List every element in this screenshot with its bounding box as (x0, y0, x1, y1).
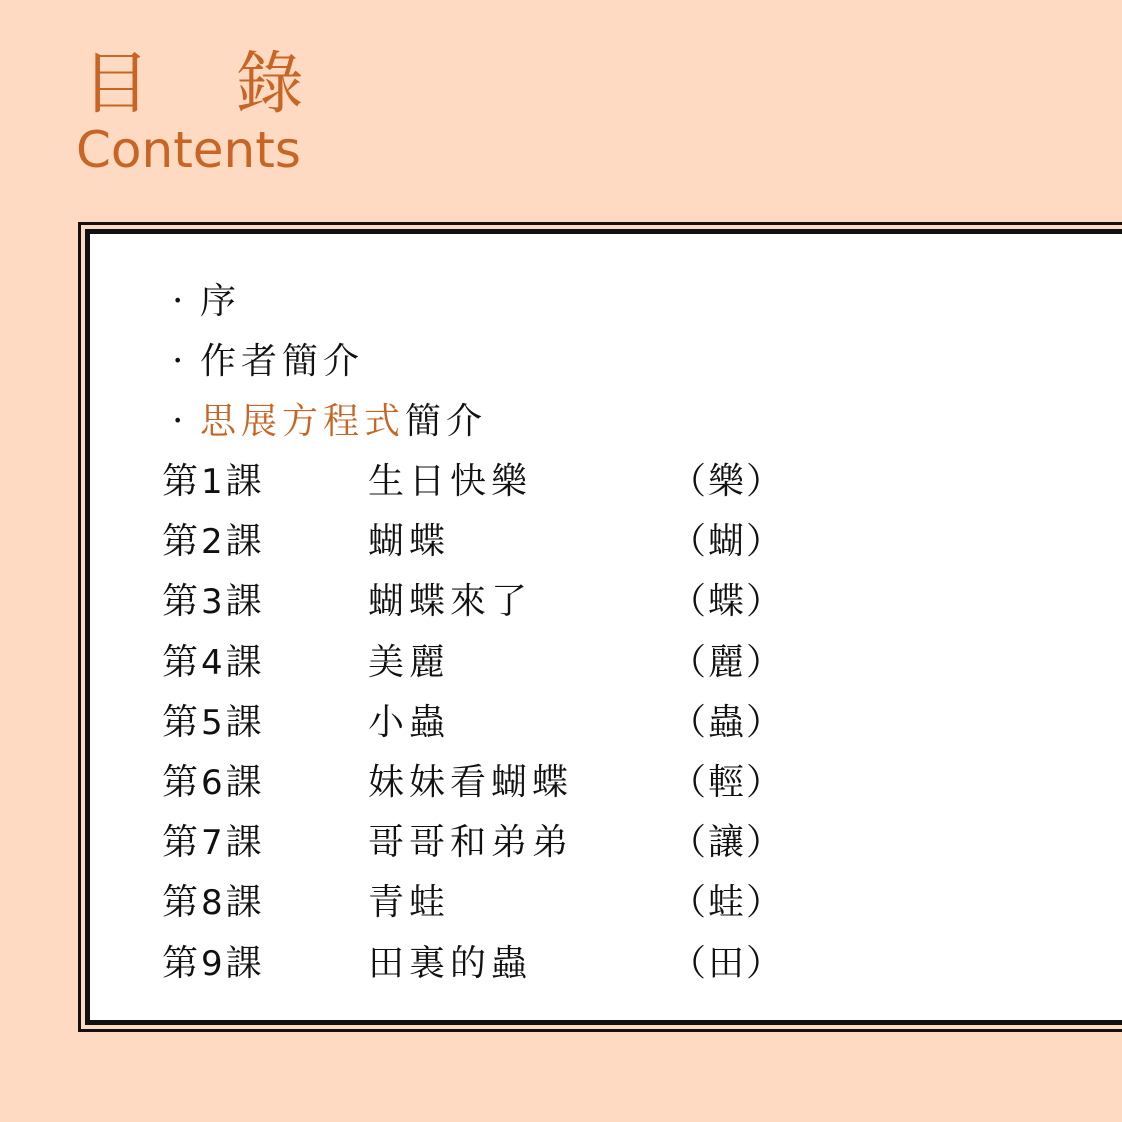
lesson-prefix: 第 (162, 822, 202, 864)
contents-list (162, 272, 785, 994)
lesson-number (162, 693, 265, 753)
lesson-row-6[interactable] (162, 753, 785, 813)
lesson-key-character: （田） (670, 942, 785, 984)
lesson-num-digit: 9 (201, 943, 226, 984)
lesson-row-2[interactable] (162, 512, 785, 572)
lesson-number (162, 873, 265, 933)
intro-item-accent: 思展方程式 (200, 401, 406, 442)
lesson-suffix: 課 (225, 822, 265, 864)
lesson-key-character: （蝶） (670, 581, 785, 623)
lesson-row-7[interactable] (162, 813, 785, 873)
lesson-prefix: 第 (162, 701, 202, 743)
lesson-num-digit: 2 (201, 522, 226, 563)
lesson-number (162, 633, 265, 693)
lesson-title: 田裏的蟲 (368, 942, 533, 984)
contents-panel (85, 229, 1122, 1025)
lesson-num-digit: 4 (201, 642, 226, 683)
lesson-key-character: （蟲） (670, 701, 785, 743)
lesson-row-1[interactable] (162, 452, 785, 512)
bullet-icon: · (172, 401, 184, 442)
lesson-key-character: （蛙） (670, 882, 785, 924)
lesson-title: 生日快樂 (368, 461, 533, 502)
lesson-number (162, 452, 265, 512)
page-title-chinese: 目 錄 (82, 45, 336, 124)
lesson-row-9[interactable] (162, 934, 785, 994)
lesson-suffix: 課 (225, 942, 265, 984)
lesson-title: 小蟲 (368, 701, 451, 743)
intro-item-label: 序 (200, 281, 242, 322)
lesson-title: 青蛙 (368, 882, 451, 924)
lesson-num-digit: 8 (201, 883, 226, 924)
intro-item-method[interactable] (162, 392, 487, 452)
lesson-prefix: 第 (162, 461, 202, 502)
lesson-suffix: 課 (225, 521, 265, 563)
lesson-key-character: （麗） (670, 641, 785, 683)
contents-frame (78, 222, 1122, 1032)
lesson-key-character: （輕） (670, 761, 785, 803)
lesson-num-digit: 6 (201, 762, 226, 803)
lesson-row-5[interactable] (162, 693, 785, 753)
lesson-title: 美麗 (368, 641, 451, 683)
intro-item-label: 作者簡介 (200, 341, 365, 382)
lesson-title: 哥哥和弟弟 (368, 822, 574, 864)
lesson-number (162, 934, 265, 994)
lesson-num-digit: 5 (201, 702, 226, 743)
lesson-row-4[interactable] (162, 633, 785, 693)
lesson-number (162, 813, 265, 873)
page-heading (76, 44, 336, 178)
lesson-title: 妹妹看蝴蝶 (368, 761, 574, 803)
lesson-prefix: 第 (162, 942, 202, 984)
lesson-prefix: 第 (162, 761, 202, 803)
lesson-key-character: （樂） (670, 461, 785, 502)
lesson-prefix: 第 (162, 882, 202, 924)
bullet-icon: · (172, 341, 184, 382)
lesson-num-digit: 1 (201, 462, 226, 502)
intro-item-preface[interactable] (162, 272, 487, 332)
lesson-suffix: 課 (225, 641, 265, 683)
lesson-num-digit: 7 (201, 823, 226, 864)
lesson-prefix: 第 (162, 581, 202, 623)
lesson-key-character: （蝴） (670, 521, 785, 563)
bullet-icon: · (172, 281, 184, 322)
lesson-number (162, 512, 265, 572)
lesson-prefix: 第 (162, 521, 202, 563)
lesson-row-3[interactable] (162, 572, 785, 632)
lesson-title: 蝴蝶 (368, 521, 451, 563)
lesson-suffix: 課 (225, 701, 265, 743)
intro-item-author[interactable] (162, 332, 487, 392)
lesson-suffix: 課 (225, 461, 265, 502)
lesson-key-character: （讓） (670, 822, 785, 864)
page-title-english: Contents (76, 121, 301, 179)
lesson-suffix: 課 (225, 581, 265, 623)
lesson-row-8[interactable] (162, 873, 785, 933)
lesson-prefix: 第 (162, 641, 202, 683)
lesson-title: 蝴蝶來了 (368, 581, 533, 623)
lesson-num-digit: 3 (201, 582, 226, 623)
lesson-suffix: 課 (225, 882, 265, 924)
lesson-number (162, 753, 265, 813)
intro-item-label: 簡介 (405, 401, 488, 442)
lesson-suffix: 課 (225, 761, 265, 803)
lesson-number (162, 572, 265, 632)
